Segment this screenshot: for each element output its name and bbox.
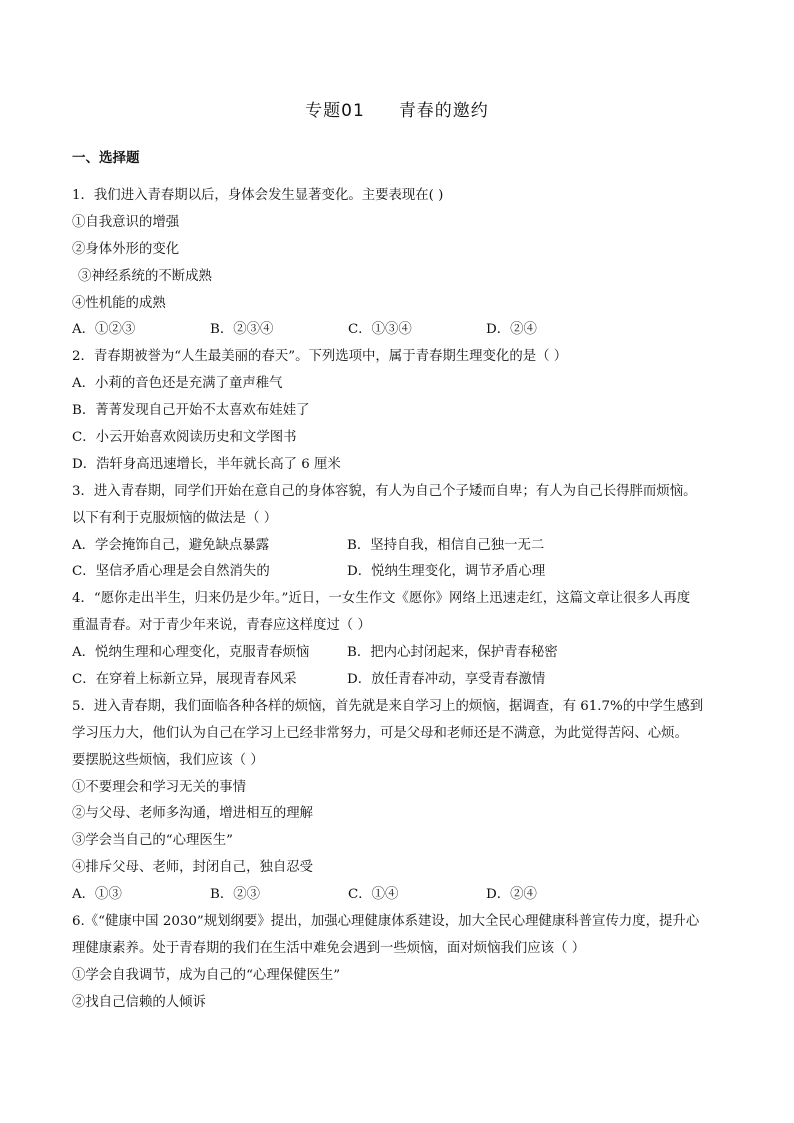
question-1-stem: 1．我们进入青春期以后，身体会发生显著变化。主要表现在( ) — [72, 188, 444, 203]
question-2-option-c: C．小云开始喜欢阅读历史和文学图书 — [72, 430, 297, 446]
question-6-item-2: ②找自己信赖的人倾诉 — [72, 994, 206, 1010]
question-6-item-1: ①学会自我调节，成为自己的“心理保健医生” — [72, 967, 341, 983]
question-5-item-1: ①不要理会和学习无关的事情 — [72, 779, 247, 795]
question-3-options-row-2 — [72, 559, 732, 586]
question-4-stem-line-2: 重温青春。对于青少年来说，青春应这样度过（ ） — [72, 618, 371, 634]
section-heading: 一、选择题 — [72, 150, 140, 166]
question-5-stem-line-2: 学习压力大，他们认为自己在学习上已经非常努力，可是父母和老师还是不满意，为此觉得苦闷、心烦。 — [72, 725, 688, 741]
option-d: D．放任青春冲动，享受青春激情 — [347, 672, 546, 688]
question-5-stem-line-3: 要摆脱这些烦恼，我们应该（ ） — [72, 752, 264, 768]
question-3-stem-line-1: 3．进入青春期，同学们开始在意自己的身体容貌，有人为自己个子矮而自卑；有人为自己长得胖而烦恼。 — [72, 483, 697, 499]
question-2-option-d: D．浩轩身高迅速增长，半年就长高了 6 厘米 — [72, 456, 341, 472]
question-1-item-1: ①自我意识的增强 — [72, 214, 180, 230]
question-6-stem-line-2: 理健康素养。处于青春期的我们在生活中难免会遇到一些烦恼，面对烦恼我们应该（ ） — [72, 940, 586, 956]
question-3-options-row-1 — [72, 533, 732, 560]
option-a: A．学会掩饰自己，避免缺点暴露 — [72, 537, 270, 553]
question-1-item-2: ②身体外形的变化 — [72, 241, 180, 257]
option-c: C．①③④ — [348, 322, 412, 338]
question-list — [72, 183, 732, 1017]
option-b: B．坚持自我，相信自己独一无二 — [347, 537, 545, 553]
option-a: A．①②③ — [72, 322, 136, 338]
question-5-stem-line-1: 5．进入青春期，我们面临各种各样的烦恼，首先就是来自学习上的烦恼，据调查，有 61.7%的中学生感到 — [72, 698, 704, 714]
page-title — [0, 96, 794, 121]
question-5-item-2: ②与父母、老师多沟通，增进相互的理解 — [72, 806, 314, 822]
option-c: C．①④ — [348, 887, 399, 903]
option-a: A．悦纳生理和心理变化，克服青春烦恼 — [72, 645, 310, 661]
option-d: D．②④ — [486, 322, 537, 338]
question-2-option-b: B．菁菁发现自己开始不太喜欢布娃娃了 — [72, 403, 310, 419]
option-d: D．②④ — [486, 887, 537, 903]
question-4-stem-line-1: 4．“愿你走出半生，归来仍是少年。”近日，一女生作文《愿你》网络上迅速走红，这篇文章让很多人再度 — [72, 591, 691, 607]
question-2-stem: 2．青春期被誉为“人生最美丽的春天”。下列选项中，属于青春期生理变化的是（ ） — [72, 349, 568, 365]
option-b: B．②③ — [210, 887, 261, 903]
question-4-options-row-1 — [72, 640, 732, 667]
option-d: D．悦纳生理变化，调节矛盾心理 — [347, 564, 546, 580]
question-5-item-3: ③学会当自己的“心理医生” — [72, 833, 233, 849]
title-prefix: 专题01 — [305, 101, 365, 121]
option-a: A．①③ — [72, 887, 122, 903]
option-b: B．②③④ — [210, 322, 274, 338]
question-4-options-row-2 — [72, 667, 732, 694]
question-1-item-4: ④性机能的成熟 — [72, 295, 166, 311]
option-c: C．在穿着上标新立异，展现青春风采 — [72, 672, 297, 688]
title-name: 青春的邀约 — [398, 101, 489, 121]
question-2-option-a: A．小莉的音色还是充满了童声稚气 — [72, 376, 283, 392]
question-3-stem-line-2: 以下有利于克服烦恼的做法是（ ） — [72, 510, 278, 526]
option-b: B．把内心封闭起来，保护青春秘密 — [347, 645, 558, 661]
question-6-stem-line-1: 6.《“健康中国 2030”规划纲要》提出，加强心理健康体系建设，加大全民心理健康科普宣传力度，提升心 — [72, 914, 700, 930]
question-5-item-4: ④排斥父母、老师，封闭自己，独自忍受 — [72, 860, 314, 876]
question-1-options — [72, 317, 732, 344]
option-c: C．坚信矛盾心理是会自然消失的 — [72, 564, 270, 580]
question-5-options — [72, 882, 732, 909]
question-1-item-3: ③神经系统的不断成熟 — [78, 268, 212, 284]
